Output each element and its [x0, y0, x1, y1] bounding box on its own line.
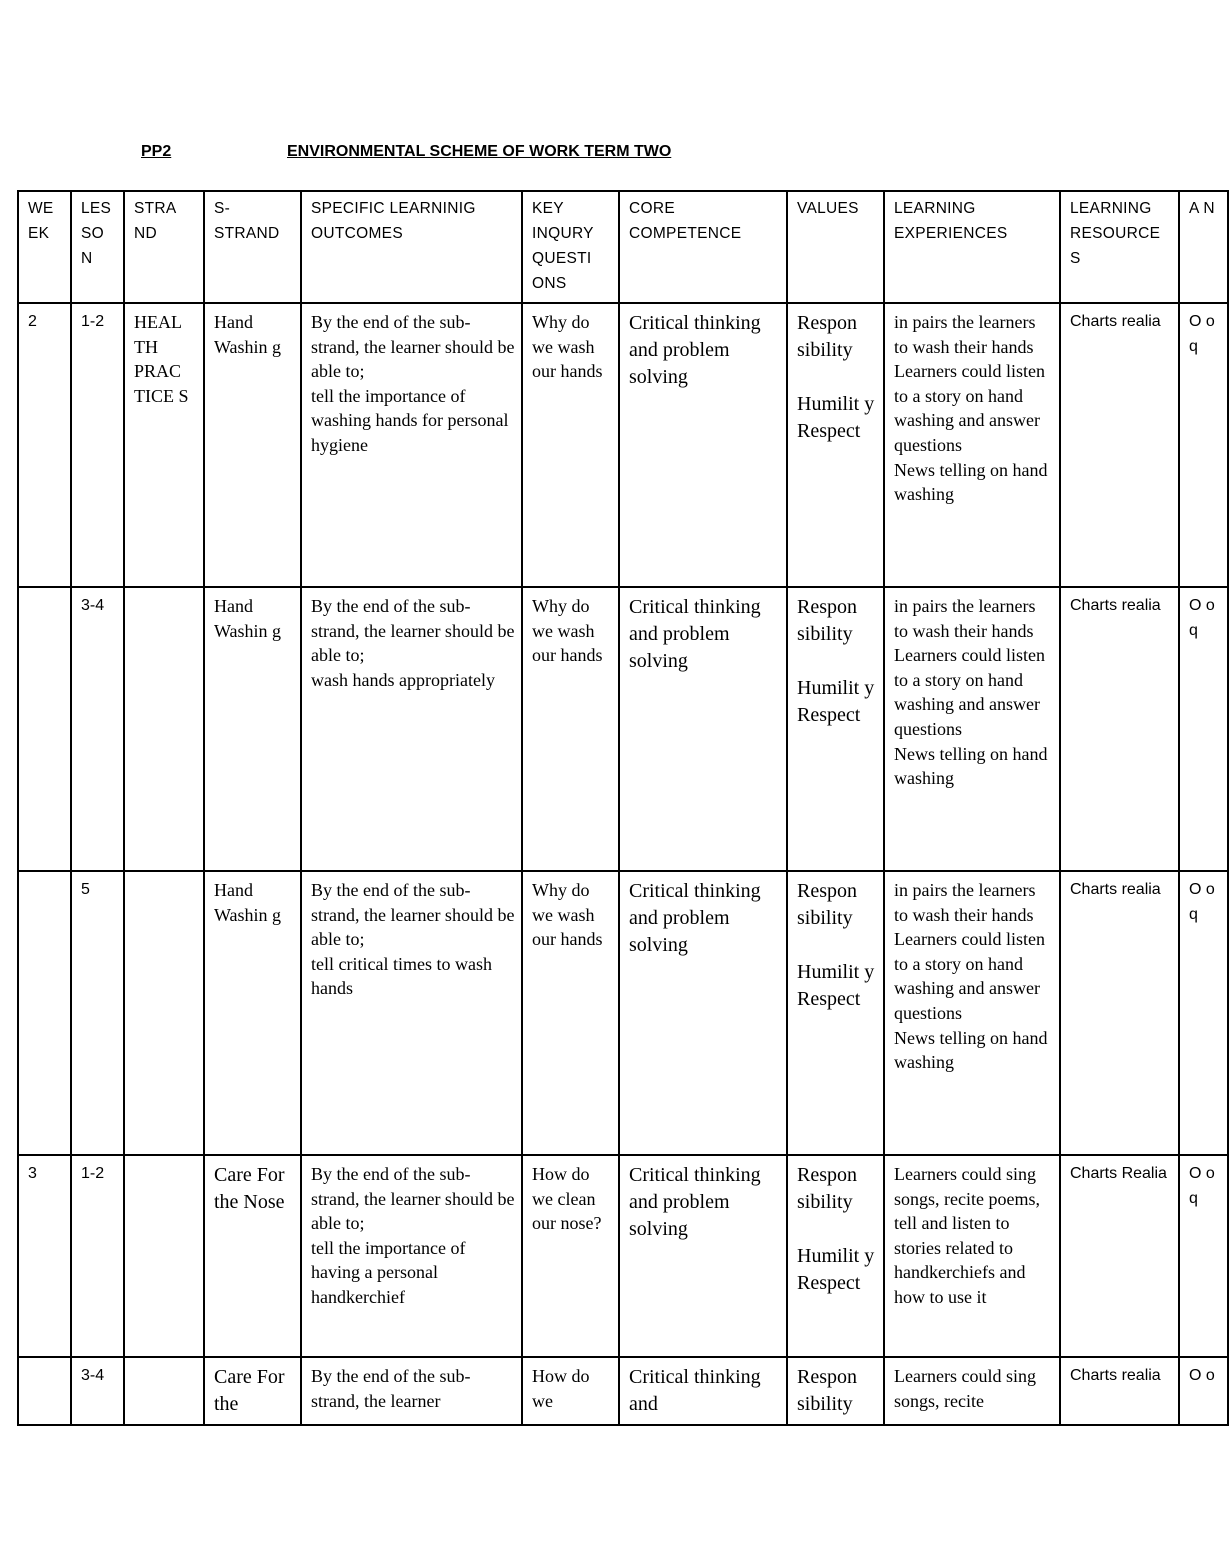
- cell-experiences: Learners could sing songs, recite: [884, 1357, 1060, 1425]
- header-sub-strand: S- STRAND: [204, 191, 301, 303]
- cell-week: [18, 871, 71, 1155]
- cell-competence: Critical thinking and problem solving: [619, 871, 787, 1155]
- cell-resources: Charts realia: [1060, 871, 1179, 1155]
- cell-key-question: How do we clean our nose?: [522, 1155, 619, 1357]
- cell-sub-strand: Care For the Nose: [204, 1155, 301, 1357]
- cell-key-question: Why do we wash our hands: [522, 303, 619, 587]
- cell-strand: HEAL TH PRAC TICE S: [124, 303, 204, 587]
- cell-lesson: 3-4: [71, 1357, 124, 1425]
- cell-sub-strand: Hand Washin g: [204, 871, 301, 1155]
- cell-competence: Critical thinking and problem solving: [619, 1155, 787, 1357]
- cell-resources: Charts Realia: [1060, 1155, 1179, 1357]
- cell-sub-strand: Care For the: [204, 1357, 301, 1425]
- cell-experiences: in pairs the learners to wash their hands Learners could listen to a story on hand washing and answer questions News telling on hand washing: [884, 871, 1060, 1155]
- cell-lesson: 1-2: [71, 1155, 124, 1357]
- header-outcomes: SPECIFIC LEARNINIG OUTCOMES: [301, 191, 522, 303]
- header-competence: CORE COMPETENCE: [619, 191, 787, 303]
- cell-key-question: How do we: [522, 1357, 619, 1425]
- cell-assessment: O o q: [1179, 871, 1228, 1155]
- cell-assessment: O o q: [1179, 1155, 1228, 1357]
- cell-resources: Charts realia: [1060, 587, 1179, 871]
- document-header: [0, 143, 1200, 169]
- cell-lesson: 3-4: [71, 587, 124, 871]
- table-row: [18, 1357, 1228, 1425]
- header-strand: STRA ND: [124, 191, 204, 303]
- header-week: WE EK: [18, 191, 71, 303]
- cell-values: Respon sibility Humilit y Respect: [787, 303, 884, 587]
- cell-key-question: Why do we wash our hands: [522, 871, 619, 1155]
- cell-lesson: 1-2: [71, 303, 124, 587]
- header-values: VALUES: [787, 191, 884, 303]
- table-row: [18, 587, 1228, 871]
- scheme-table-wrapper: [17, 190, 1215, 1415]
- cell-sub-strand: Hand Washin g: [204, 587, 301, 871]
- cell-strand: [124, 871, 204, 1155]
- cell-week: 3: [18, 1155, 71, 1357]
- class-label: PP2: [141, 143, 172, 160]
- cell-assessment: O o q: [1179, 303, 1228, 587]
- header-key-question: KEY INQURY QUESTI ONS: [522, 191, 619, 303]
- cell-resources: Charts realia: [1060, 303, 1179, 587]
- cell-experiences: in pairs the learners to wash their hands Learners could listen to a story on hand washing and answer questions News telling on hand washing: [884, 587, 1060, 871]
- cell-sub-strand: Hand Washin g: [204, 303, 301, 587]
- cell-competence: Critical thinking and: [619, 1357, 787, 1425]
- header-lesson: LES SO N: [71, 191, 124, 303]
- cell-values: Respon sibility Humilit y Respect: [787, 1155, 884, 1357]
- table-row: [18, 303, 1228, 587]
- scheme-of-work-table: [17, 190, 1229, 1426]
- cell-strand: [124, 1155, 204, 1357]
- header-resources: LEARNING RESOURCE S: [1060, 191, 1179, 303]
- cell-strand: [124, 1357, 204, 1425]
- cell-key-question: Why do we wash our hands: [522, 587, 619, 871]
- cell-strand: [124, 587, 204, 871]
- cell-resources: Charts realia: [1060, 1357, 1179, 1425]
- document-title: ENVIRONMENTAL SCHEME OF WORK TERM TWO: [287, 143, 672, 160]
- cell-assessment: O o: [1179, 1357, 1228, 1425]
- cell-outcomes: By the end of the sub-strand, the learner: [301, 1357, 522, 1425]
- cell-experiences: Learners could sing songs, recite poems, tell and listen to stories related to handkerchiefs and how to use it: [884, 1155, 1060, 1357]
- cell-assessment: O o q: [1179, 587, 1228, 871]
- cell-experiences: in pairs the learners to wash their hands Learners could listen to a story on hand washing and answer questions News telling on hand washing: [884, 303, 1060, 587]
- table-row: [18, 1155, 1228, 1357]
- cell-values: Respon sibility Humilit y Respect: [787, 871, 884, 1155]
- cell-outcomes: By the end of the sub-strand, the learner should be able to; tell the importance of washing hands for personal hygiene: [301, 303, 522, 587]
- header-assessment: A N: [1179, 191, 1228, 303]
- cell-week: [18, 587, 71, 871]
- cell-values: Respon sibility: [787, 1357, 884, 1425]
- cell-week: [18, 1357, 71, 1425]
- cell-lesson: 5: [71, 871, 124, 1155]
- table-row: [18, 871, 1228, 1155]
- cell-competence: Critical thinking and problem solving: [619, 303, 787, 587]
- header-experiences: LEARNING EXPERIENCES: [884, 191, 1060, 303]
- cell-outcomes: By the end of the sub-strand, the learner should be able to; tell critical times to wash hands: [301, 871, 522, 1155]
- cell-week: 2: [18, 303, 71, 587]
- cell-outcomes: By the end of the sub-strand, the learner should be able to; wash hands appropriately: [301, 587, 522, 871]
- cell-outcomes: By the end of the sub-strand, the learner should be able to; tell the importance of having a personal handkerchief: [301, 1155, 522, 1357]
- cell-values: Respon sibility Humilit y Respect: [787, 587, 884, 871]
- cell-competence: Critical thinking and problem solving: [619, 587, 787, 871]
- table-header-row: [18, 191, 1228, 303]
